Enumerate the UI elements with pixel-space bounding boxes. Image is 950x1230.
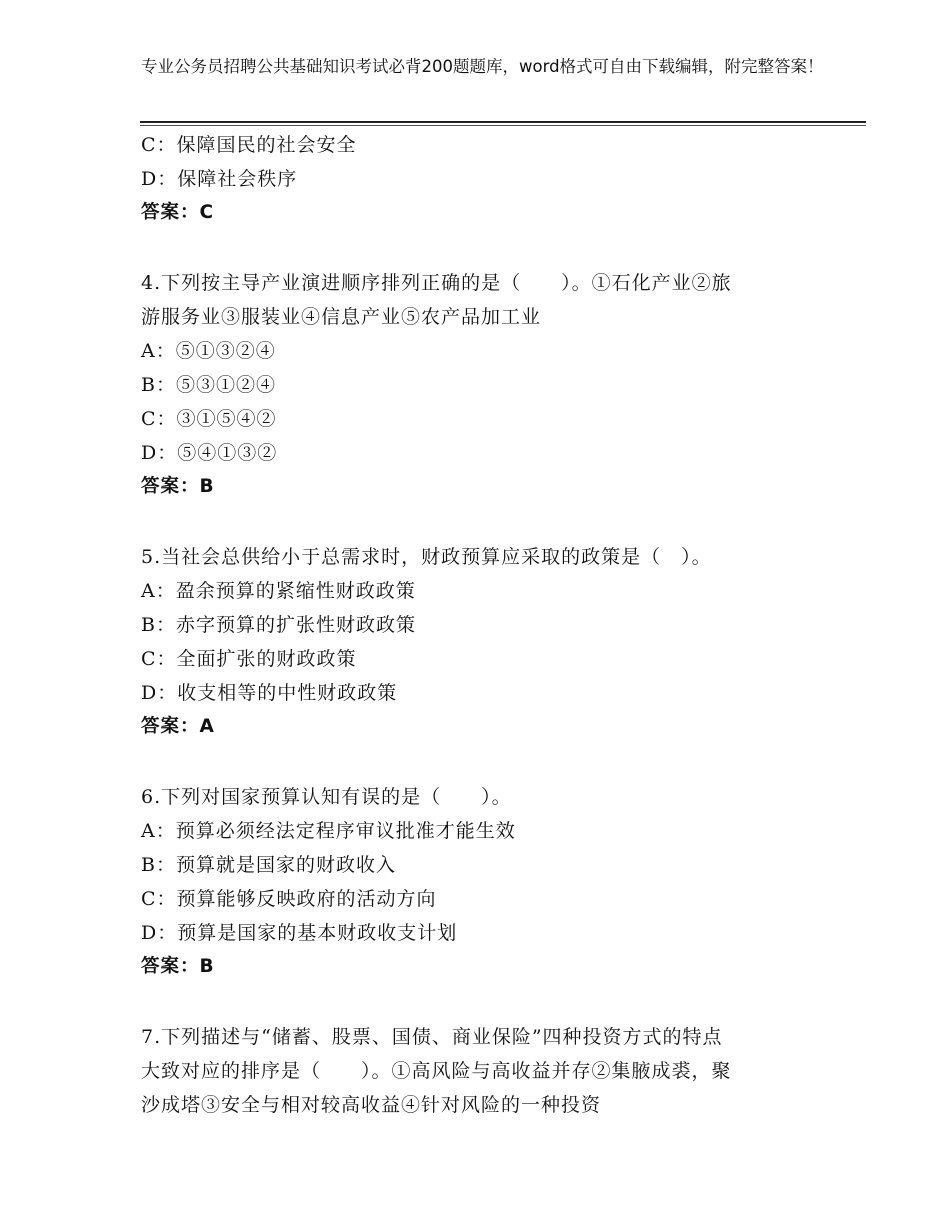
header-divider-thick [140,121,866,123]
option-a: A：盈余预算的紧缩性财政政策 [141,580,416,602]
header-divider-thin [140,125,866,126]
option-b: B：⑤③①②④ [141,374,276,396]
option-c: C：③①⑤④② [141,408,277,430]
question-stem: 5.当社会总供给小于总需求时，财政预算应采取的政策是（ ）。 [141,546,712,568]
answer-label: 答案：C [141,202,215,223]
document-body [141,128,801,1122]
spacer [141,984,801,1020]
page-header [141,56,841,78]
option-d: D：收支相等的中性财政政策 [141,682,398,704]
answer-label: 答案：B [141,476,215,497]
option-c: C：保障国民的社会安全 [141,134,357,156]
prev-question [141,128,801,230]
question-stem: 游服务业③服装业④信息产业⑤农产品加工业 [141,306,542,328]
question-4 [141,266,801,504]
answer-label: 答案：A [141,716,215,737]
question-stem: 4.下列按主导产业演进顺序排列正确的是（ ）。①石化产业②旅 [141,272,732,294]
option-a: A：预算必须经法定程序审议批准才能生效 [141,820,516,842]
question-stem: 大致对应的排序是（ ）。①高风险与高收益并存②集腋成裘，聚 [141,1060,732,1082]
question-6 [141,780,801,984]
question-stem: 7.下列描述与“储蓄、股票、国债、商业保险”四种投资方式的特点 [141,1026,723,1048]
question-stem: 沙成塔③安全与相对较高收益④针对风险的一种投资 [141,1094,602,1116]
option-d: D：⑤④①③② [141,442,278,464]
spacer [141,230,801,266]
spacer [141,744,801,780]
header-title: 专业公务员招聘公共基础知识考试必背200题题库，word格式可自由下载编辑，附完整答案！ [141,57,824,76]
option-d: D：预算是国家的基本财政收支计划 [141,922,458,944]
option-a: A：⑤①③②④ [141,340,276,362]
option-d: D：保障社会秩序 [141,168,298,190]
option-c: C：全面扩张的财政政策 [141,648,357,670]
question-7 [141,1020,801,1122]
option-c: C：预算能够反映政府的活动方向 [141,888,437,910]
spacer [141,504,801,540]
question-stem: 6.下列对国家预算认知有误的是（ ）。 [141,786,512,808]
answer-label: 答案：B [141,956,215,977]
option-b: B：预算就是国家的财政收入 [141,854,396,876]
option-b: B：赤字预算的扩张性财政政策 [141,614,416,636]
question-5 [141,540,801,744]
